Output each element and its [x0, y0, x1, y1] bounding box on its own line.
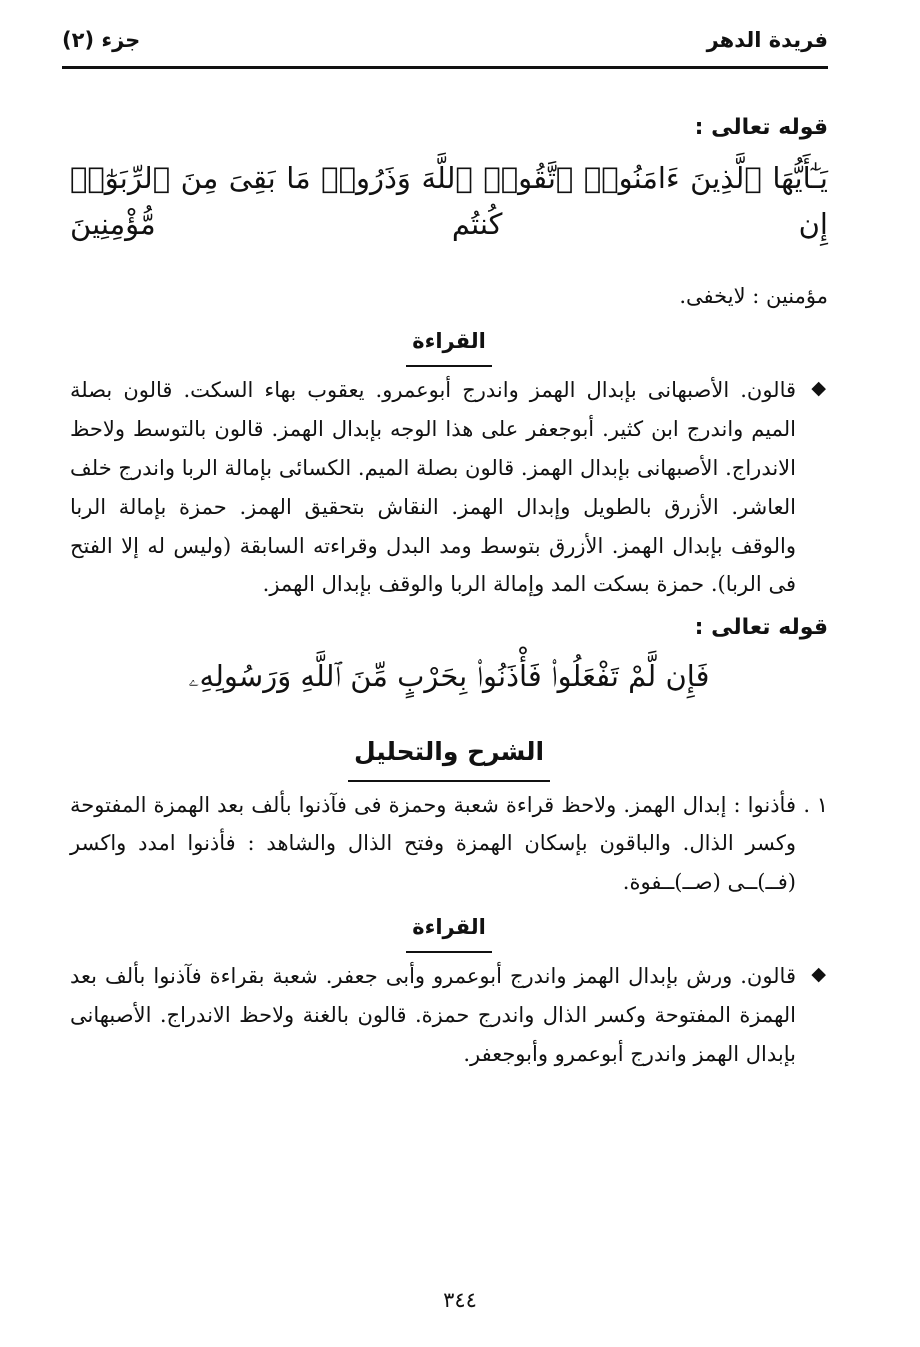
running-header [62, 28, 828, 62]
reading-paragraph [70, 371, 828, 604]
item-number: ١ . [803, 792, 828, 817]
reading-heading [70, 908, 828, 953]
word-note: مؤمنين : لايخفى. [679, 284, 828, 309]
book-title: فريدة الدهر [706, 28, 828, 52]
reading-paragraph [70, 957, 828, 1074]
reading-heading [70, 322, 828, 367]
verse-intro: قوله تعالى : [694, 615, 828, 641]
verse-block-1 [70, 108, 828, 604]
quran-verse: فَإِن لَّمْ تَفْعَلُوا۟ فَأْذَنُوا۟ بِحَرْبٍ مِّنَ ٱللَّهِ وَرَسُولِهِۦ [188, 658, 710, 693]
page-body [70, 108, 828, 1077]
verse-intro: قوله تعالى : [694, 115, 828, 140]
explanation-heading-label: الشرح والتحليل [348, 729, 550, 781]
reading-heading-label: القراءة [406, 908, 492, 953]
quran-verse: يَـٰٓأَيُّهَا ٱلَّذِينَ ءَامَنُوا۟ ٱتَّقُوا۟ ٱللَّهَ وَذَرُوا۟ مَا بَقِىَ مِنَ ٱلرِّبَوٰٓا۟ إِن كُنتُم مُّؤْمِنِينَ [70, 160, 828, 242]
diamond-bullet-icon: ◆ [811, 377, 826, 400]
verse-block-2 [70, 608, 828, 1073]
reading-text: قالون. الأصبهانى بإبدال الهمز واندرج أبوعمرو. يعقوب بهاء السكت. قالون بصلة الميم واندرج ابن كثير. أبوجعفر على هذا الوجه بإبدال الهمز. قالون بالتوسط ولاحظ الاندراج. الأصبهانى بإبدال الهمز. قالون بصلة الميم. الكسائى بإمالة الربا واندرج خلف العاشر. الأزرق بالطويل وإبدال الهمز. النقاش بتحقيق الهمز. حمزة بإمالة الربا والوقف بإبدال الهمز. الأزرق بتوسط ومد البدل وقراءته السابقة (وليس له إلا الفتح فى الربا). حمزة بسكت المد وإمالة الربا والوقف بإبدال الهمز. [70, 378, 796, 597]
reading-heading-label: القراءة [406, 322, 492, 367]
header-rule [62, 66, 828, 69]
part-label: جزء (٢) [62, 28, 141, 52]
page-number: ٣٤٤ [443, 1288, 477, 1312]
explanation-heading [70, 729, 828, 781]
diamond-bullet-icon: ◆ [811, 962, 826, 985]
explanation-text: فأذنوا : إبدال الهمز. ولاحظ قراءة شعبة وحمزة فى فآذنوا بألف بعد الهمزة المفتوحة وكسر الذال. والباقون بإسكان الهمزة وفتح الذال والشاهد : فأذنوا امدد واكسر (فــ)ــى (صــ)ــفوة. [70, 792, 796, 895]
explanation-item [70, 786, 828, 903]
reading-text: قالون. ورش بإبدال الهمز واندرج أبوعمرو وأبى جعفر. شعبة بقراءة فآذنوا بألف بعد الهمزة المفتوحة وكسر الذال واندرج حمزة. قالون بالغنة ولاحظ الاندراج. الأصبهانى بإبدال الهمز واندرج أبوعمرو وأبوجعفر. [70, 963, 796, 1066]
